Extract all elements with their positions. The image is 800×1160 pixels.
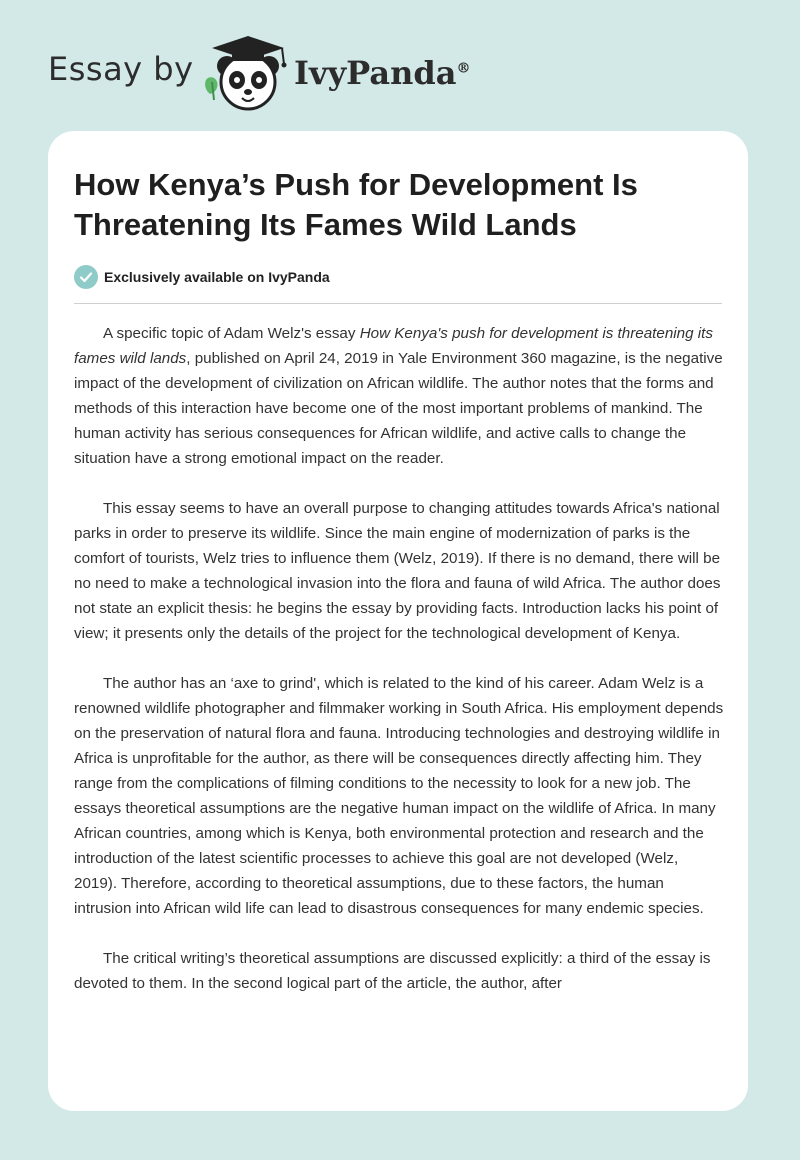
paragraph-2: This essay seems to have an overall purpose to changing attitudes towards Africa's national parks in order to preserve its wildlife. Since the main engine of modernization of parks is the comfort of tourists, Welz tries to influence them (Welz, 2019). If there is no demand, there will be no need to make a technological invasion into the flora and fauna of wild Africa. The author does not state an explicit thesis: he begins the essay by providing facts. Introduction lacks his point of view; it presents only the details of the project for the technological development of Kenya.: [74, 500, 721, 642]
essay-body: [74, 321, 724, 1021]
checkmark-icon: [74, 265, 98, 289]
title-divider: [74, 303, 722, 304]
badge-text: Exclusively available on IvyPanda: [104, 269, 330, 285]
paragraph-1-essay-title: How Kenya's push for development is threatening its fames wild lands: [74, 325, 713, 367]
essay-title: How Kenya’s Push for Development Is Threatening Its Fames Wild Lands: [74, 167, 638, 242]
paragraph-1: [74, 321, 724, 471]
brand-name[interactable]: [294, 54, 470, 92]
paragraph-1-intro: A specific topic of Adam Welz's essay: [103, 325, 360, 342]
site-header: [0, 0, 800, 120]
brand-name-text: IvyPanda: [294, 54, 457, 92]
registered-mark: ®: [456, 60, 471, 77]
exclusive-badge: [74, 265, 330, 289]
paragraph-1-rest: , published on April 24, 2019 in Yale Environment 360 magazine, is the negative impact of the development of civilization on African wildlife. The author notes that the forms and methods of this interaction have become one of the most important problems of mankind. The human activity has serious consequences for African wildlife, and active calls to change the situation have a strong emotional impact on the reader.: [74, 350, 723, 467]
essay-card: [48, 131, 748, 1111]
brand-prefix: Essay by: [48, 50, 194, 88]
panda-graduate-logo-icon[interactable]: [200, 34, 296, 114]
paragraph-4: The critical writing’s theoretical assumptions are discussed explicitly: a third of the essay is devoted to them. In the second logical part of the article, the author, after: [74, 950, 711, 992]
paragraph-3: The author has an ‘axe to grind', which is related to the kind of his career. Adam Welz is a renowned wildlife photographer and filmmaker working in South Africa. His employment depends on the preservation of natural flora and fauna. Introducing technologies and destroying wildlife in Africa is unprofitable for the author, as there will be consequences directly affecting him. They range from the complications of filming conditions to the necessity to look for a new job. The essays theoretical assumptions are the negative human impact on the wildlife of Africa. In many African countries, among which is Kenya, both environmental protection and research and the introduction of the latest scientific processes to achieve this goal are not developed (Welz, 2019). Therefore, according to theoretical assumptions, due to these factors, the human intrusion into African wild life can lead to disastrous consequences for many endemic species.: [74, 675, 724, 917]
